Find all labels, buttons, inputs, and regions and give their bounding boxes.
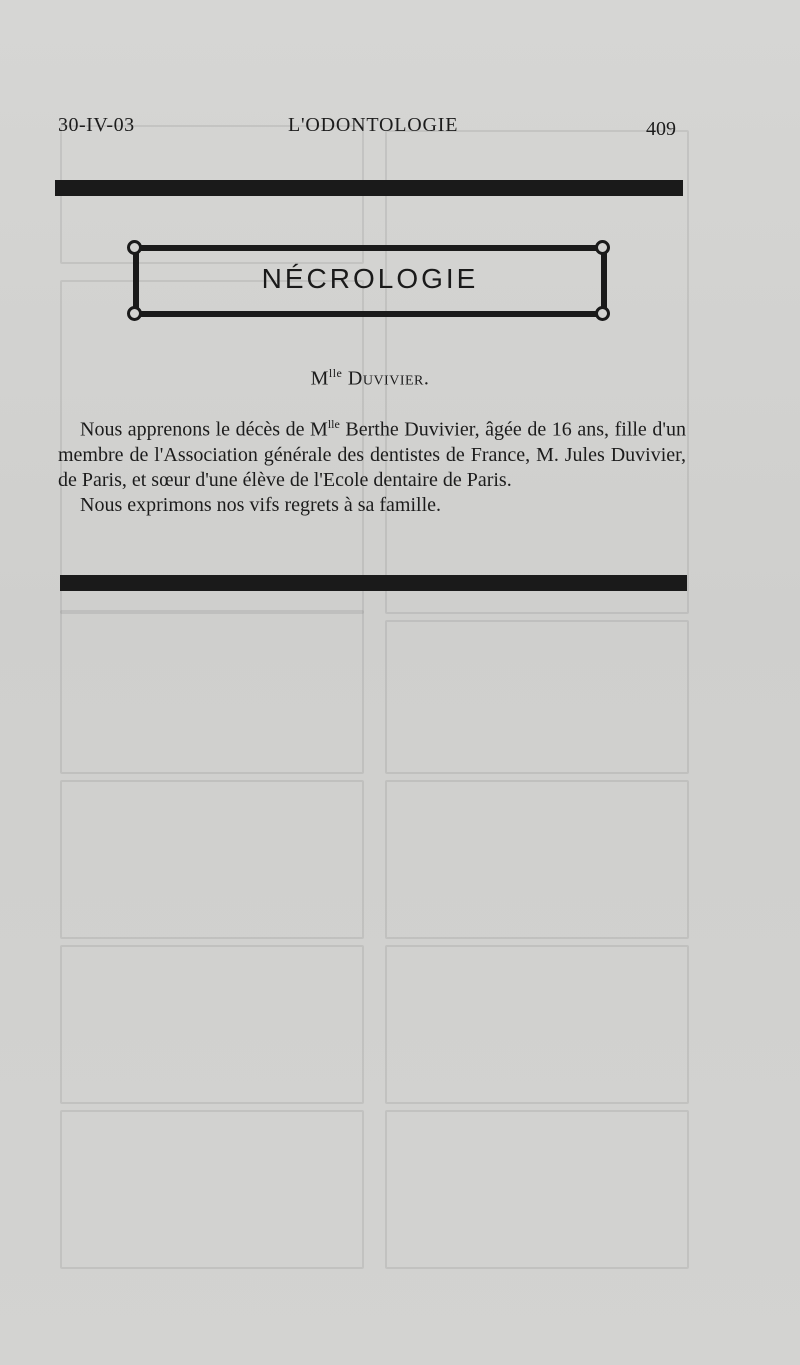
paragraph1-part2: Berthe Duvivier, âgée de 16 ans, fille d'un membre de l'Association générale des dentistes de France, M. Jules Duvivier, de Paris, et sœur d'une élève de l'Ecole dentaire de Paris. — [58, 418, 686, 491]
paragraph1-superscript: lle — [327, 417, 340, 431]
bleed-through-box — [60, 610, 364, 774]
frame-bottom-bar — [138, 311, 602, 317]
bleed-through-box — [60, 1110, 364, 1269]
obituary-body — [58, 412, 686, 518]
obituary-subject — [0, 366, 740, 391]
subtitle-superscript: lle — [328, 366, 343, 380]
bleed-through-box — [60, 945, 364, 1104]
section-title-frame — [130, 243, 610, 319]
paragraph-announcement — [58, 412, 686, 493]
subtitle-name: Duvivier. — [342, 367, 430, 390]
corner-ring-icon — [127, 240, 142, 255]
journal-title: L'ODONTOLOGIE — [288, 114, 459, 136]
corner-ring-icon — [595, 306, 610, 321]
bleed-through-box — [385, 1110, 689, 1269]
frame-top-bar — [138, 245, 602, 251]
paragraph-condolences: Nous exprimons nos vifs regrets à sa famille. — [80, 493, 442, 516]
subtitle-prefix: M — [310, 367, 329, 390]
corner-ring-icon — [595, 240, 610, 255]
top-rule — [55, 180, 683, 196]
bleed-through-box — [385, 945, 689, 1104]
bottom-rule — [60, 575, 687, 591]
paragraph1-part1: Nous apprenons le décès de M — [80, 418, 328, 441]
corner-ring-icon — [127, 306, 142, 321]
page-number: 409 — [646, 118, 676, 140]
bleed-through-box — [385, 780, 689, 939]
bleed-through-box — [60, 780, 364, 939]
issue-date: 30-IV-03 — [58, 114, 135, 136]
section-title: NÉCROLOGIE — [261, 263, 479, 294]
bleed-through-box — [385, 620, 689, 774]
